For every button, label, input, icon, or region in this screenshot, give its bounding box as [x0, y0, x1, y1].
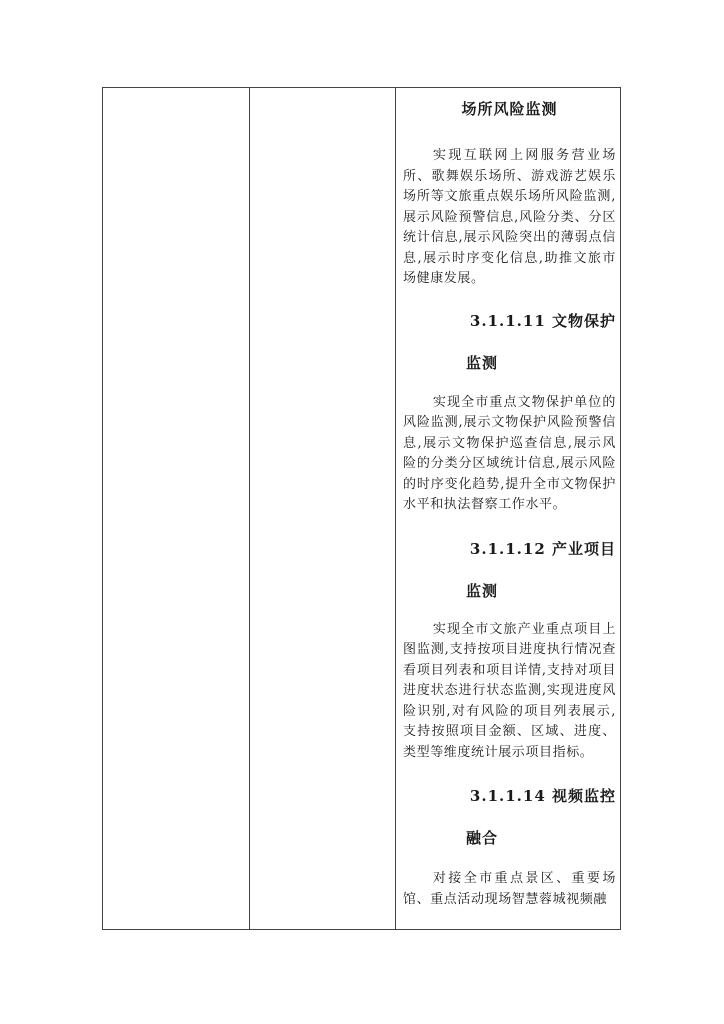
- section-heading: 3.1.1.11 文物保护: [469, 311, 616, 330]
- section-paragraph: 实现全市文旅产业重点项目上图监测,支持按项目进度执行情况查看项目列表和项目详情,支持对项目进度状态进行状态监测,实现进度风险识别,对有风险的项目列表展示,支持按照项目金额、区域、进度、类型等维度统计展示项目指标。: [403, 621, 616, 760]
- section-heading-continued: 融合: [466, 829, 499, 847]
- column-divider: [249, 88, 250, 929]
- section-heading-continued: 监测: [466, 581, 499, 600]
- section-paragraph: 对接全市重点景区、重要场馆、重点活动现场智慧蓉城视频融: [403, 871, 616, 907]
- section-paragraph: 实现全市重点文物保护单位的风险监测,展示文物保护风险预警信息,展示文物保护巡查信息,展示风险的分类分区域统计信息,展示风险的时序变化趋势,提升全市文物保护水平和执法督察工作水平。: [403, 394, 616, 512]
- document-table: [102, 87, 621, 930]
- section-heading: 3.1.1.12 产业项目: [469, 539, 616, 558]
- section-heading-continued: 监测: [466, 353, 499, 372]
- content-cell: [397, 88, 620, 929]
- section-heading: 3.1.1.14 视频监控: [469, 787, 616, 805]
- section-heading: 场所风险监测: [461, 100, 558, 118]
- section-paragraph: 实现互联网上网服务营业场所、歌舞娱乐场所、游戏游艺娱乐场所等文旅重点娱乐场所风险监测,展示风险预警信息,风险分类、分区统计信息,展示风险突出的薄弱点信息,展示时序变化信息,助推文旅市场健康发展。: [403, 148, 616, 286]
- column-divider: [395, 88, 396, 929]
